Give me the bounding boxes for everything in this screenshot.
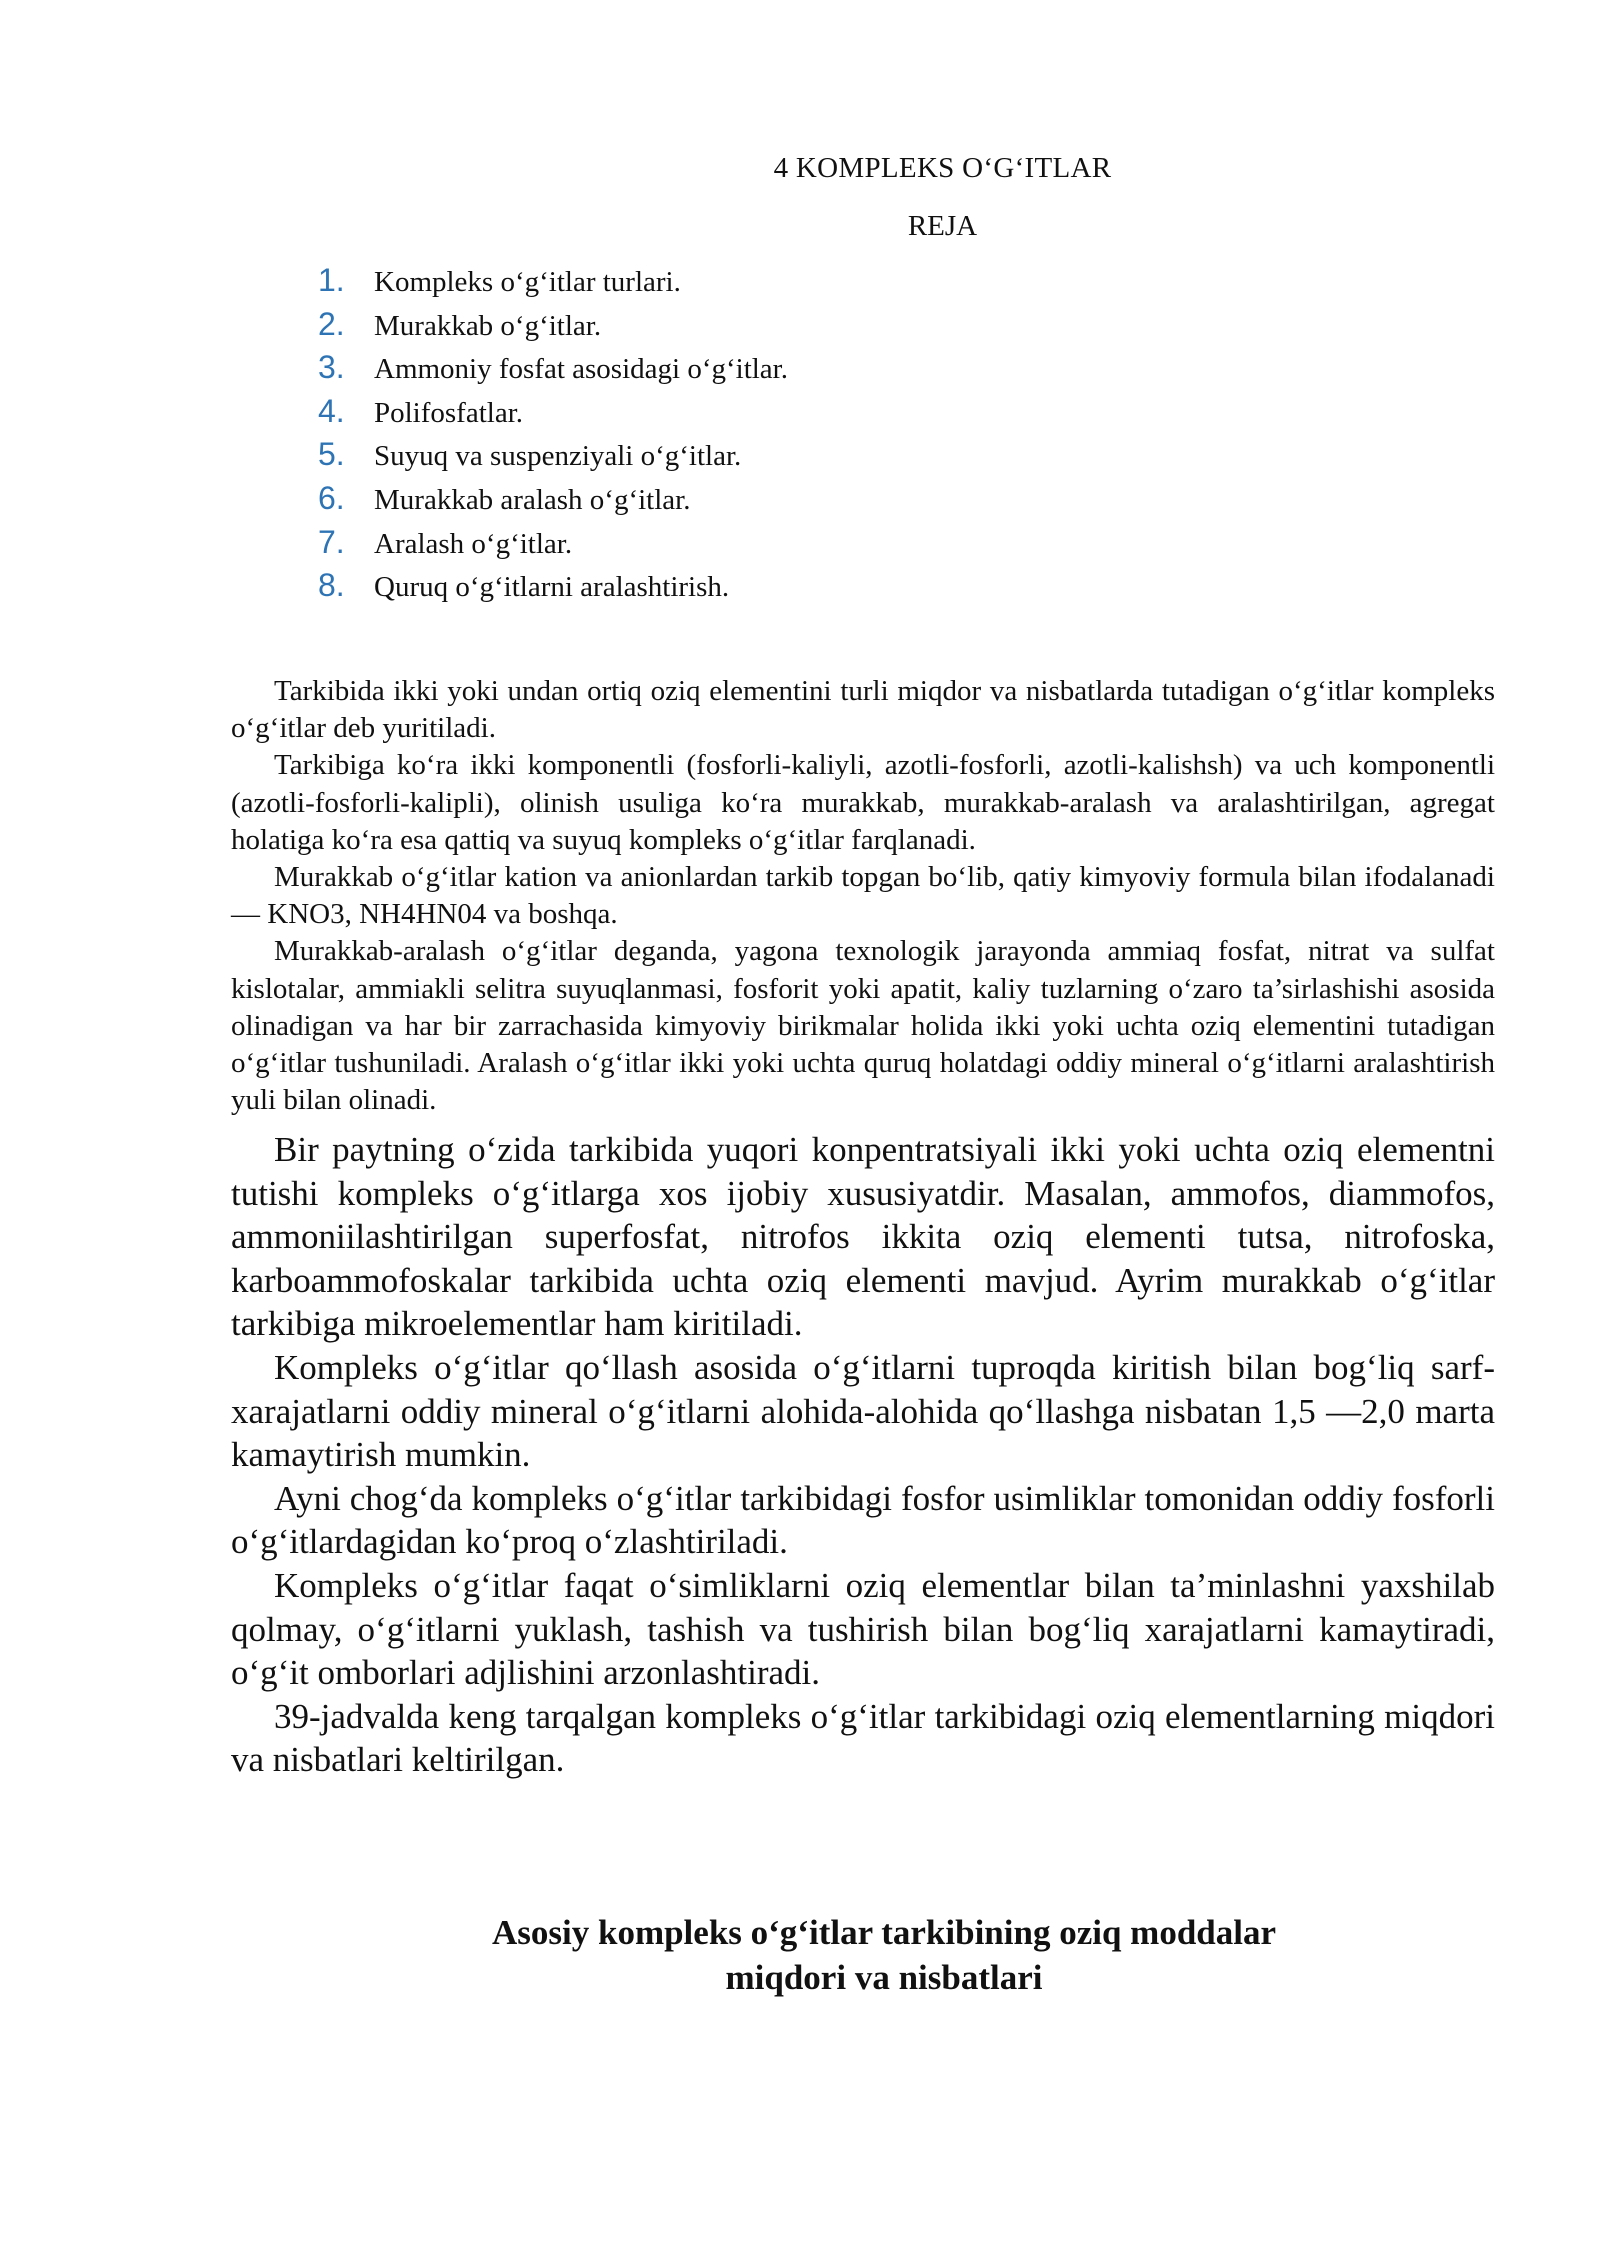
plan-item-text: Murakkab aralash o‘g‘itlar.	[374, 483, 691, 516]
plan-item-number: 6.	[318, 479, 345, 516]
paragraph: Ayni chog‘da kompleks o‘g‘itlar tarkibidagi fosfor usimliklar tomonidan oddiy fosforli o‘g‘itlardagidan ko‘proq o‘zlashtiriladi.	[231, 1478, 1495, 1562]
plan-item	[318, 567, 788, 611]
plan-item-number: 7.	[318, 523, 345, 560]
plan-item-number: 4.	[318, 392, 345, 429]
plan-item-number: 5.	[318, 436, 345, 473]
intro-section	[231, 673, 1495, 1119]
plan-item	[318, 436, 788, 480]
plan-item-text: Quruq o‘g‘itlarni aralashtirish.	[374, 571, 730, 604]
paragraph: 39-jadvalda keng tarqalgan kompleks o‘g‘itlar tarkibidagi oziq elementlarning miqdori va nisbatlari keltirilgan.	[231, 1696, 1495, 1780]
plan-item	[318, 349, 788, 393]
plan-item	[318, 480, 788, 524]
table-caption-line: miqdori va nisbatlari	[725, 1958, 1043, 1997]
plan-item-text: Aralash o‘g‘itlar.	[374, 527, 573, 560]
plan-item-number: 8.	[318, 567, 345, 604]
plan-item-text: Suyuq va suspenziyali o‘g‘itlar.	[374, 440, 742, 473]
paragraph: Bir paytning o‘zida tarkibida yuqori konpentratsiyali ikki yoki uchta oziq elementni tutishi kompleks o‘g‘itlarga xos ijobiy xususiyatdir. Masalan, ammofos, diammofos, ammoniilashtirilgan superfosfat, nitrofos ikkita oziq elementi tutsa, nitrofoska, karboammofoskalar tarkibida uchta oziq elementi mavjud. Ayrim murakkab o‘g‘itlar tarkibiga mikroelementlar ham kiritiladi.	[231, 1130, 1495, 1344]
paragraph: Kompleks o‘g‘itlar qo‘llash asosida o‘g‘itlarni tuproqda kiritish bilan bog‘liq sarf-xarajatlarni oddiy mineral o‘g‘itlarni alohida-alohida qo‘llashga nisbatan 1,5 —2,0 marta kamaytirish mumkin.	[231, 1347, 1495, 1475]
plan-item	[318, 393, 788, 437]
plan-title: REJA	[907, 210, 978, 242]
plan-item-text: Polifosfatlar.	[374, 396, 524, 429]
plan-list	[318, 262, 788, 611]
plan-item-number: 1.	[318, 262, 345, 298]
paragraph: Tarkibiga ko‘ra ikki komponentli (fosforli-kaliyli, azotli-fosforli, azotli-kalishsh) va uch komponentli (azotli-fosforli-kalipli), olinish usuliga ko‘ra murakkab, murakkab-aralash va aralashtirilgan, agregat holatiga ko‘ra esa qattiq va suyuq kompleks o‘g‘itlar farqlanadi.	[231, 749, 1495, 856]
plan-item	[318, 262, 788, 306]
paragraph: Murakkab-aralash o‘g‘itlar deganda, yagona texnologik jarayonda ammiaq fosfat, nitrat va sulfat kislotalar, ammiakli selitra suyuqlanmasi, fosforit yoki apatit, kaliy tuzlarning o‘zaro ta’sirlashishi asosida olinadigan va har bir zarrachasida kimyoviy birikmalar holida ikki yoki uchta oziq elementini tutadigan o‘g‘itlar tushuniladi. Aralash o‘g‘itlar ikki yoki uchta quruq holatdagi oddiy mineral o‘g‘itlarni aralashtirish yuli bilan olinadi.	[231, 935, 1495, 1117]
chapter-title: 4 KOMPLEKS O‘G‘ITLAR	[773, 152, 1112, 184]
plan-item-number: 3.	[318, 349, 345, 386]
plan-item-number: 2.	[318, 305, 345, 342]
table-caption-line: Asosiy kompleks o‘g‘itlar tarkibining oziq moddalar	[491, 1913, 1277, 1952]
main-section	[231, 1128, 1495, 1782]
plan-item-text: Murakkab o‘g‘itlar.	[374, 309, 602, 342]
paragraph: Kompleks o‘g‘itlar faqat o‘simliklarni oziq elementlar bilan ta’minlashni yaxshilab qolmay, o‘g‘itlarni yuklash, tashish va tushirish bilan bog‘liq xarajatlarni kamaytiradi, o‘g‘it omborlari adjlishini arzonlashtiradi.	[231, 1565, 1495, 1693]
table-caption	[0, 1910, 1600, 2000]
plan-item-text: Kompleks o‘g‘itlar turlari.	[374, 266, 681, 298]
paragraph: Tarkibida ikki yoki undan ortiq oziq elementini turli miqdor va nisbatlarda tutadigan o‘g‘itlar kompleks o‘g‘itlar deb yuritiladi.	[231, 675, 1495, 745]
paragraph: Murakkab o‘g‘itlar kation va anionlardan tarkib topgan bo‘lib, qatiy kimyoviy formula bilan ifodalanadi— KNO3, NH4HN04 va boshqa.	[231, 861, 1495, 931]
plan-item	[318, 524, 788, 568]
plan-item-text: Ammoniy fosfat asosidagi o‘g‘itlar.	[374, 353, 788, 386]
plan-item	[318, 306, 788, 350]
